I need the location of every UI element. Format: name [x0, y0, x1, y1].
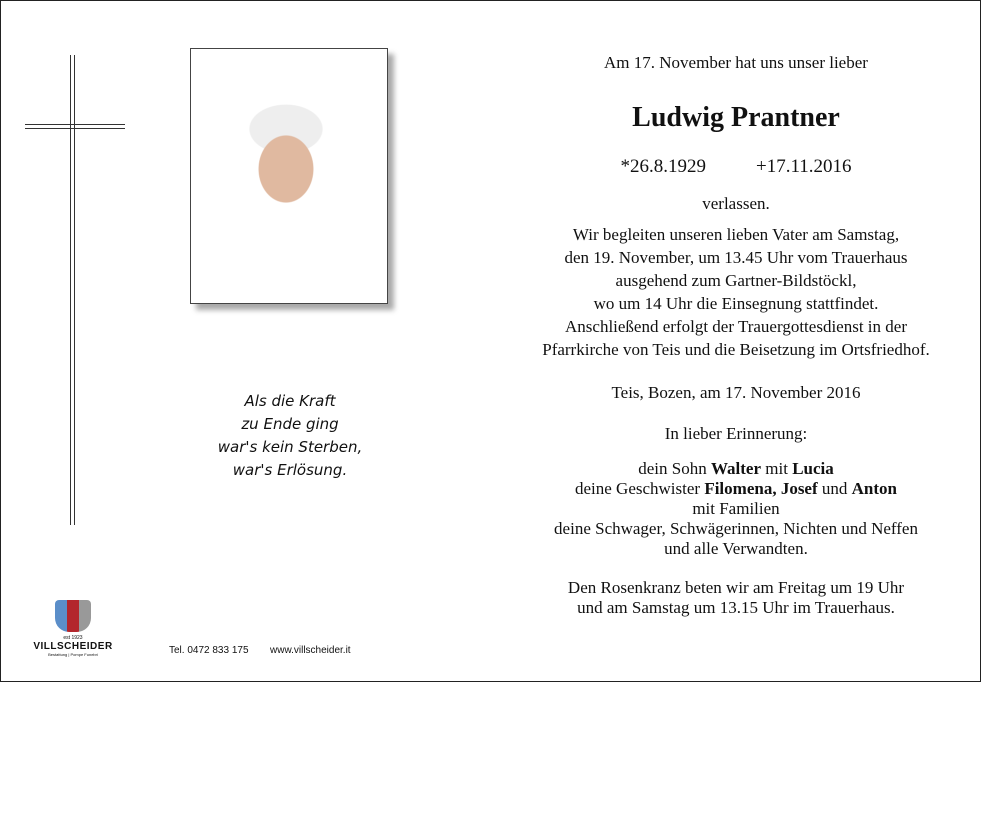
memory-heading: In lieber Erinnerung:: [664, 424, 808, 443]
family-line: dein Sohn Walter mit Lucia: [638, 459, 834, 478]
deceased-name: Ludwig Prantner: [632, 102, 840, 133]
text-line: Den Rosenkranz beten wir am Freitag um 19 Uhr: [567, 578, 905, 597]
text-line: Wir begleiten unseren lieben Vater am Samstag,: [572, 225, 900, 244]
text-line: Anschließend erfolgt der Trauergottesdienst in der: [565, 317, 907, 336]
funeral-info: [500, 223, 972, 361]
family-line: mit Familien: [692, 499, 780, 518]
villscheider-logo: est 1923 VILLSCHEIDER Bestattung | Pompe Funebri: [28, 600, 118, 657]
website-link[interactable]: www.villscheider.it: [270, 645, 351, 656]
poem-line: war's kein Sterben,: [217, 438, 363, 456]
text-line: Pfarrkirche von Teis und die Beisetzung im Ortsfriedhof.: [542, 340, 930, 359]
family-line: deine Geschwister Filomena, Josef und Anton: [574, 479, 898, 498]
family-line: und alle Verwandten.: [664, 539, 808, 558]
left-text: verlassen.: [702, 194, 770, 213]
poem-line: Als die Kraft: [244, 392, 336, 410]
death-date: +17.11.2016: [755, 156, 852, 177]
family-list: [500, 459, 972, 559]
text-line: den 19. November, um 13.45 Uhr vom Trauerhaus: [564, 248, 908, 267]
poem: [190, 390, 390, 482]
coat-of-arms-icon: [55, 600, 91, 632]
birth-date: *26.8.1929: [620, 156, 706, 177]
intro: Am 17. November hat uns unser lieber: [604, 53, 868, 72]
phone: Tel. 0472 833 175: [169, 645, 249, 656]
text-line: ausgehend zum Gartner-Bildstöckl,: [615, 271, 857, 290]
rosary-info: [500, 578, 972, 618]
text-line: und am Samstag um 13.15 Uhr im Trauerhaus.: [577, 598, 895, 617]
family-line: deine Schwager, Schwägerinnen, Nichten und Neffen: [554, 519, 918, 538]
dates: [500, 155, 972, 178]
poem-line: zu Ende ging: [241, 415, 339, 433]
portrait-photo: [190, 48, 388, 304]
place-date: Teis, Bozen, am 17. November 2016: [611, 383, 861, 402]
poem-line: war's Erlösung.: [232, 461, 348, 479]
text-line: wo um 14 Uhr die Einsegnung stattfindet.: [593, 294, 879, 313]
